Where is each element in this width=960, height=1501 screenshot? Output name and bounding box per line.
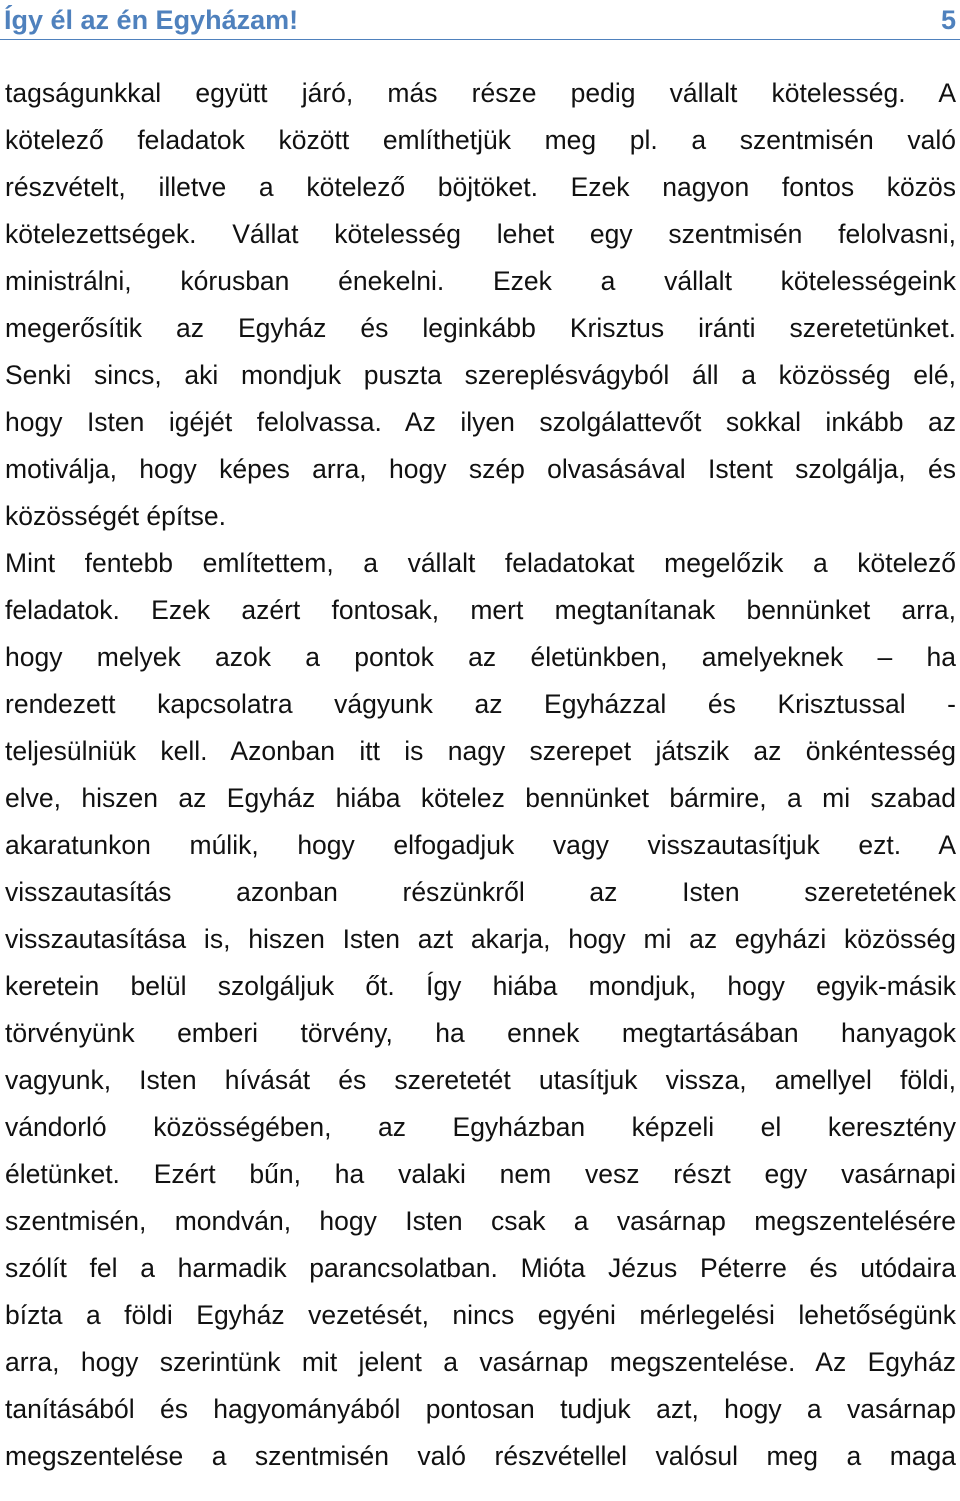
text-line: Mint fentebb említettem, a vállalt feladatokat megelőzik a kötelező: [5, 548, 956, 578]
text-line: akaratunkon múlik, hogy elfogadjuk vagy visszautasítjuk ezt. A: [5, 830, 956, 860]
paragraph-1: [5, 70, 956, 540]
text-line: keretein belül szolgáljuk őt. Így hiába mondjuk, hogy egyik-másik: [5, 971, 956, 1001]
header-title: Így él az én Egyházam!: [4, 5, 299, 35]
text-line: vándorló közösségében, az Egyházban képzeli el keresztény: [5, 1112, 956, 1142]
text-line: közösségét építse.: [5, 501, 226, 531]
text-line: megerősítik az Egyház és leginkább Krisztus iránti szeretetünket.: [5, 313, 956, 343]
text-line: szólít fel a harmadik parancsolatban. Mióta Jézus Péterre és utódaira: [5, 1253, 956, 1283]
text-line: teljesülniük kell. Azonban itt is nagy szerepet játszik az önkéntesség: [5, 736, 956, 766]
page-number: 5: [940, 5, 956, 35]
text-line: elve, hiszen az Egyház hiába kötelez bennünket bármire, a mi szabad: [5, 783, 956, 813]
text-line: visszautasítás azonban részünkről az Isten szeretetének: [5, 877, 956, 907]
text-line: rendezett kapcsolatra vágyunk az Egyházzal és Krisztussal -: [5, 689, 956, 719]
page-header: [0, 0, 960, 40]
text-line: szentmisén, mondván, hogy Isten csak a vasárnap megszentelésére: [5, 1206, 956, 1236]
text-line: hogy Isten igéjét felolvassa. Az ilyen szolgálattevőt sokkal inkább az: [5, 407, 956, 437]
text-line: ministrálni, kórusban énekelni. Ezek a vállalt kötelességeink: [5, 266, 956, 296]
document-body: [5, 70, 956, 1480]
paragraph-2: [5, 540, 956, 1480]
text-line: tanításából és hagyományából pontosan tudjuk azt, hogy a vasárnap: [5, 1394, 956, 1424]
text-line: visszautasítása is, hiszen Isten azt akarja, hogy mi az egyházi közösség: [5, 924, 956, 954]
text-line: arra, hogy szerintünk mit jelent a vasárnap megszentelése. Az Egyház: [5, 1347, 956, 1377]
text-line: tagságunkkal együtt járó, más része pedig vállalt kötelesség. A: [5, 78, 956, 108]
text-line: feladatok. Ezek azért fontosak, mert megtanítanak bennünket arra,: [5, 595, 956, 625]
text-line: bízta a földi Egyház vezetését, nincs egyéni mérlegelési lehetőségünk: [5, 1300, 956, 1330]
text-line: hogy melyek azok a pontok az életünkben, amelyeknek – ha: [5, 642, 956, 672]
text-line: kötelezettségek. Vállat kötelesség lehet egy szentmisén felolvasni,: [5, 219, 956, 249]
text-line: megszentelése a szentmisén való részvétellel valósul meg a maga: [5, 1441, 956, 1471]
text-line: Senki sincs, aki mondjuk puszta szereplésvágyból áll a közösség elé,: [5, 360, 956, 390]
text-line: kötelező feladatok között említhetjük meg pl. a szentmisén való: [5, 125, 956, 155]
text-line: részvételt, illetve a kötelező böjtöket. Ezek nagyon fontos közös: [5, 172, 956, 202]
text-line: életünket. Ezért bűn, ha valaki nem vesz részt egy vasárnapi: [5, 1159, 956, 1189]
text-line: motiválja, hogy képes arra, hogy szép olvasásával Istent szolgálja, és: [5, 454, 956, 484]
text-line: vagyunk, Isten hívását és szeretetét utasítjuk vissza, amellyel földi,: [5, 1065, 956, 1095]
text-line: törvényünk emberi törvény, ha ennek megtartásában hanyagok: [5, 1018, 956, 1048]
